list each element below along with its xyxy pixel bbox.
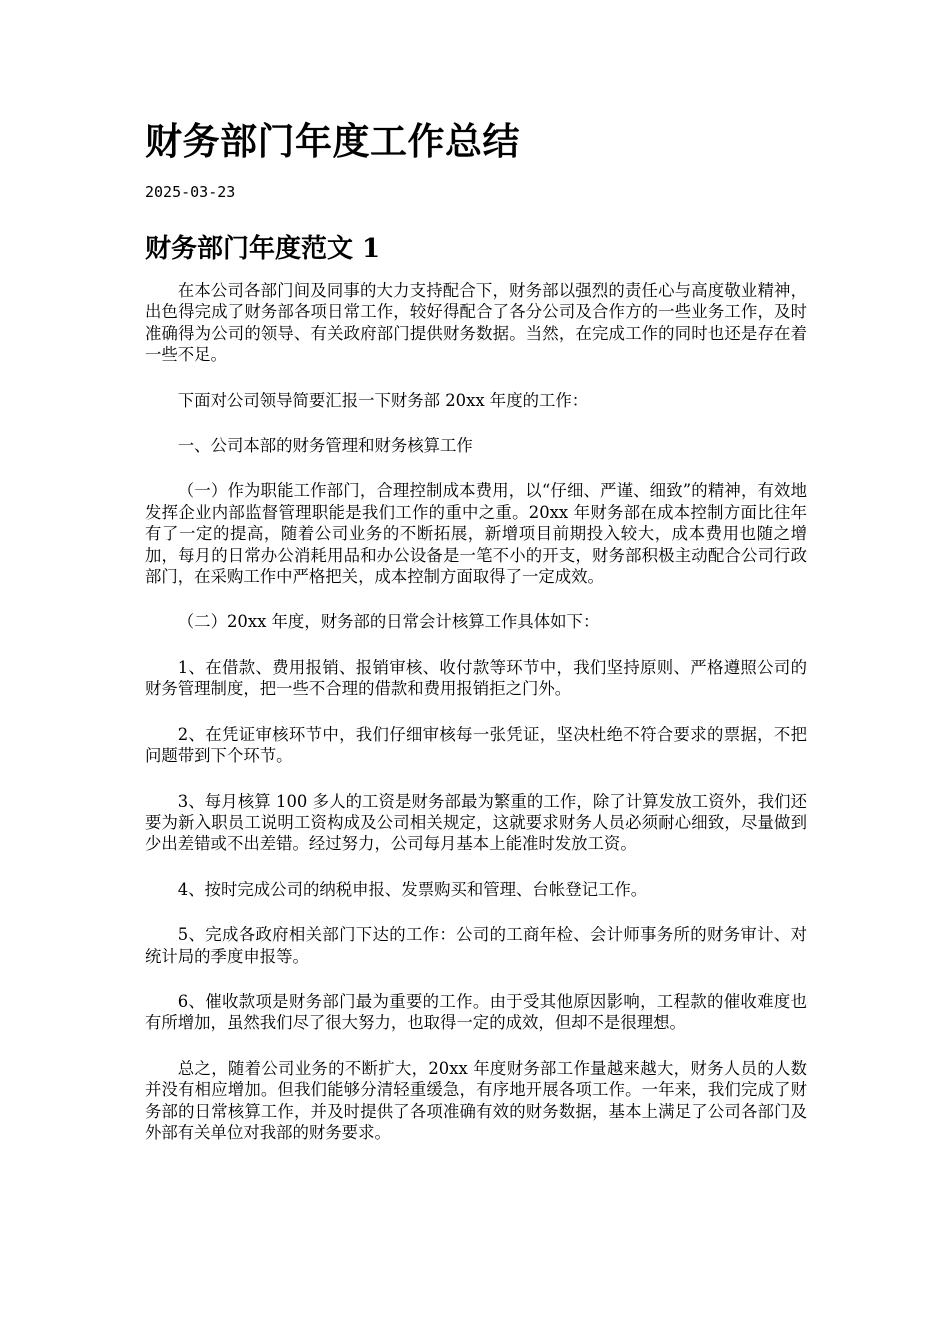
paragraph: （一）作为职能工作部门，合理控制成本费用，以“仔细、严谨、细致”的精神，有效地发挥企业内部监督管理职能是我们工作的重中之重。20xx 年财务部在成本控制方面比往年有了一定的提高，随着公司业务的不断拓展，新增项目前期投入较大，成本费用也随之增加，每月的日常办公消耗用品和办公设备是一笔不小的开支，财务部积极主动配合公司行政部门，在采购工作中严格把关，成本控制方面取得了一定成效。 <box>145 481 807 587</box>
paragraph: 在本公司各部门间及同事的大力支持配合下，财务部以强烈的责任心与高度敬业精神，出色得完成了财务部各项日常工作，较好得配合了各分公司及合作方的一些业务工作，及时准确得为公司的领导、有关政府部门提供财务数据。当然，在完成工作的同时也还是存在着一些不足。 <box>145 281 807 365</box>
paragraph: （二）20xx 年度，财务部的日常会计核算工作具体如下： <box>177 612 600 632</box>
paragraph: 4、按时完成公司的纳税申报、发票购买和管理、台帐登记工作。 <box>177 879 648 899</box>
paragraph: 1、在借款、费用报销、报销审核、收付款等环节中，我们坚持原则、严格遵照公司的财务管理制度，把一些不合理的借款和费用报销拒之门外。 <box>145 657 807 699</box>
paragraph: 一、公司本部的财务管理和财务核算工作 <box>177 436 473 456</box>
document-date: 2025-03-23 <box>145 183 236 201</box>
paragraph: 2、在凭证审核环节中，我们仔细审核每一张凭证，坚决杜绝不符合要求的票据，不把问题带到下个环节。 <box>145 724 807 766</box>
document-title: 财务部门年度工作总结 <box>145 119 520 163</box>
document-content <box>145 118 807 1167</box>
section-heading: 财务部门年度范文 1 <box>145 234 381 264</box>
paragraph: 6、催收款项是财务部门最为重要的工作。由于受其他原因影响，工程款的催收难度也有所增加，虽然我们尽了很大努力，也取得一定的成效，但却不是很理想。 <box>145 991 807 1033</box>
paragraph: 下面对公司领导简要汇报一下财务部 20xx 年度的工作： <box>177 390 589 410</box>
paragraph: 总之，随着公司业务的不断扩大，20xx 年度财务部工作量越来越大，财务人员的人数并没有相应增加。但我们能够分清轻重缓急，有序地开展各项工作。一年来，我们完成了财务部的日常核算工作，并及时提供了各项准确有效的财务数据，基本上满足了公司各部门及外部有关单位对我部的财务要求。 <box>145 1058 807 1142</box>
paragraph: 5、完成各政府相关部门下达的工作：公司的工商年检、会计师事务所的财务审计、对统计局的季度申报等。 <box>145 925 807 966</box>
paragraph: 3、每月核算 100 多人的工资是财务部最为繁重的工作，除了计算发放工资外，我们还要为新入职员工说明工资构成及公司相关规定，这就要求财务人员必须耐心细致，尽量做到少出差错或不出差错。经过努力，公司每月基本上能准时发放工资。 <box>145 791 807 854</box>
document-body <box>145 280 807 1143</box>
